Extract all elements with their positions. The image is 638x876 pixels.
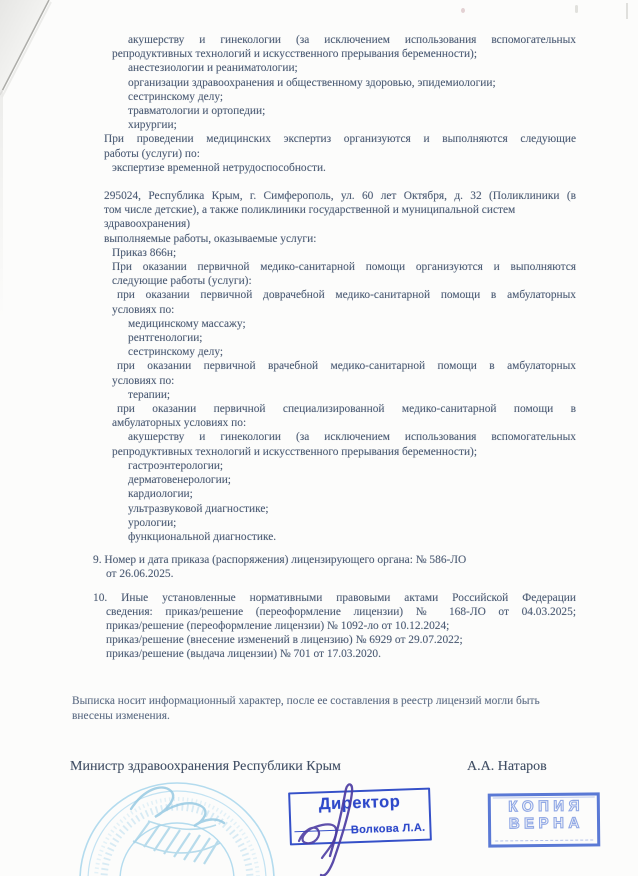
document-line: при оказании первичной врачебной медико-санитарной помощи в амбулаторных [117,360,576,373]
signatory-name: А.А. Натаров [467,759,547,774]
document-line: сестринскому делу; [128,346,224,359]
scan-speck [626,3,628,19]
document-line: хирургии; [128,119,177,132]
document-line: следующие работы (услуги): [112,275,252,288]
document-line: урологии; [128,516,177,529]
document-line: медицинскому массажу; [128,317,246,330]
copy-verna-stamp [488,792,601,847]
page-corner-fold [0,0,60,100]
document-line: 10. Иные установленные нормативными правовыми актами Российской Федерации [93,591,576,604]
document-line: 295024, Республика Крым, г. Симферополь, ул. 60 лет Октября, д. 32 (Поликлиники (в [104,190,576,203]
document-line: работы (услуги) по: [104,147,200,160]
document-line: здравоохранения) [104,218,191,231]
document-line: Приказ 866н; [112,246,177,259]
document-line: условиях по: [112,374,175,387]
document-line: при оказании первичной доврачебной медико-санитарной помощи в амбулаторных [117,289,576,302]
document-line: приказ/решение (выдача лицензии) № 701 от 17.03.2020. [106,648,381,661]
info-note: Выписка носит информационный характер, после ее составления в реестр лицензий могли быть внесены изменения. [72,695,540,722]
signature-row [70,759,600,779]
document-line: выполняемые работы, оказываемые услуги: [104,232,317,245]
document-line: терапии; [128,388,171,401]
document-line: рентгенологии; [128,332,203,345]
document-line: 9. Номер и дата приказа (распоряжения) лицензирующего органа: № 586-ЛО [93,554,467,567]
document-line: при оказании первичной специализированной медико-санитарной помощи в [117,403,576,416]
document-line: сведения: приказ/решение (переоформление лицензии) № 168-ЛО от 04.03.2025; [106,605,576,618]
document-line: гастроэнтерологии; [128,459,224,472]
document-line: функциональной диагностике. [128,530,277,543]
document-line: условиях по: [112,303,175,316]
document-line: кардиологии; [128,488,193,501]
document-line: анестезиологии и реаниматологии; [128,62,298,75]
document-line: приказ/решение (переоформление лицензии) № 1092-ло от 10.12.2024; [106,619,450,632]
document-line: амбулаторных условиях по: [112,417,247,430]
round-seal-stamp [76,777,280,876]
copy-verna-line1: КОПИЯ [508,797,585,816]
document-line: том числе детские), а также поликлиники государственной и муниципальной систем [104,204,516,217]
document-line: сестринскому делу; [128,90,224,103]
document-line: приказ/решение (внесение изменений в лицензию) № 6929 от 29.07.2022; [106,634,463,647]
scan-speck [575,5,578,13]
document-line: ультразвуковой диагностике; [128,502,269,515]
director-stamp-name: Волкова Л.А. [350,821,426,837]
director-stamp [288,788,432,846]
document-line: При оказании первичной медико-санитарной помощи организуются и выполняются [112,261,576,274]
document-line: дерматовенерологии; [128,474,231,487]
document-line: При проведении медицинских экспертиз организуются и выполняются следующие [104,133,576,146]
document-line: акушерству и гинекологии (за исключением использования вспомогательных [128,34,576,46]
document-line: экспертизе временной нетрудоспособности. [112,161,326,174]
document-line: репродуктивных технологий и искусственного прерывания беременности); [112,48,478,61]
document-line: от 26.06.2025. [106,568,174,581]
document-line: репродуктивных технологий и искусственного прерывания беременности); [112,445,478,458]
document-line: организации здравоохранения и общественному здоровью, эпидемиологии; [128,76,496,89]
document-line: травматологии и ортопедии; [128,105,266,118]
signatory-position: Министр здравоохранения Республики Крым [70,759,341,774]
document-line: акушерству и гинекологии (за исключением использования вспомогательных [128,431,576,444]
scan-edge-shadow [0,90,3,320]
copy-verna-line2: ВЕРНА [508,814,584,832]
document-text-block [93,33,576,662]
scan-speck [461,8,465,13]
director-stamp-title: Директор [318,792,401,814]
director-stamp-signature-line [294,829,358,832]
